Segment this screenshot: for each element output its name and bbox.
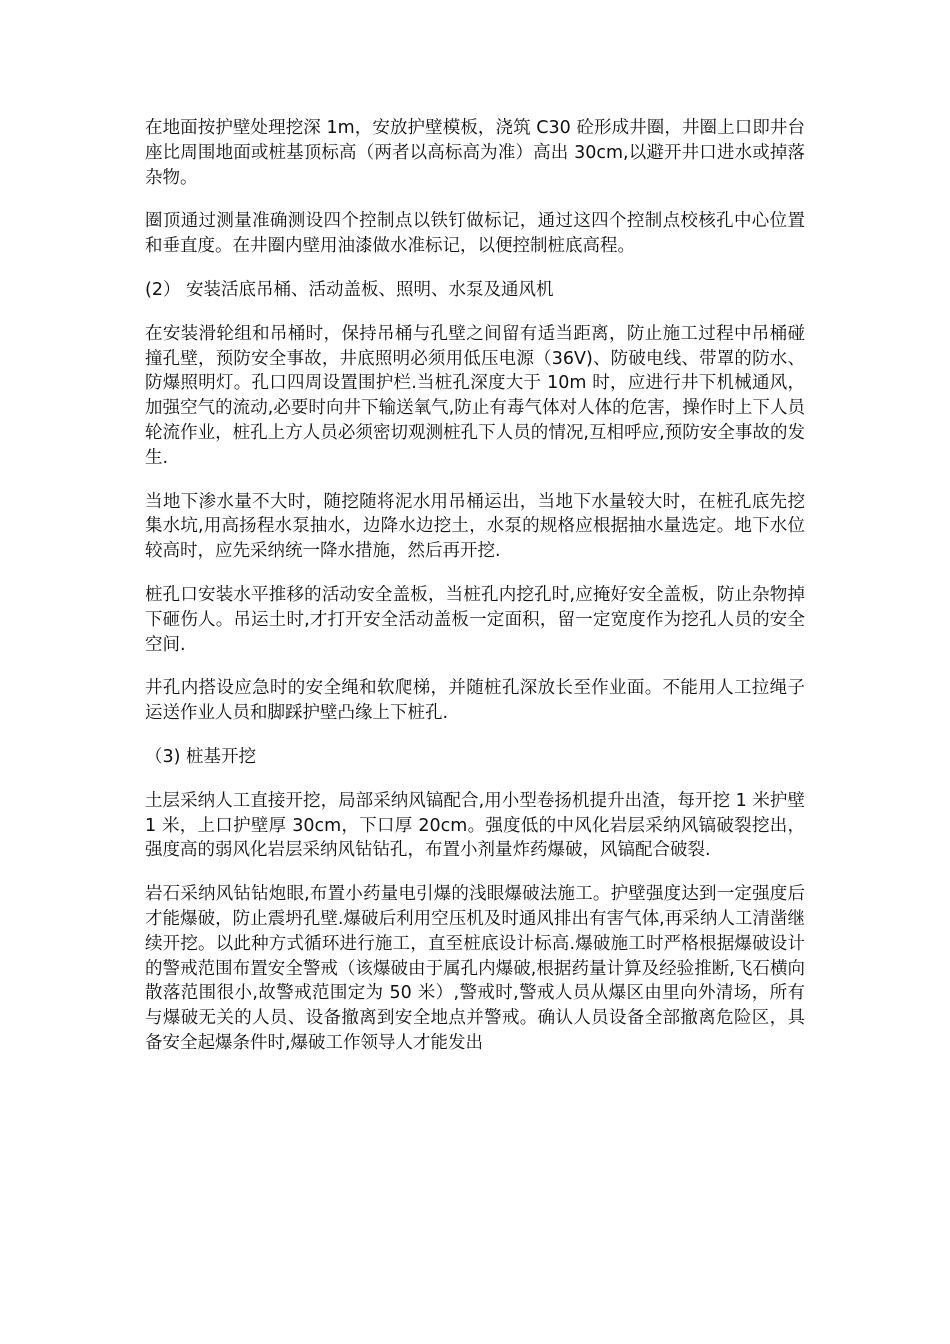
paragraph-safety-rope: 井孔内搭设应急时的安全绳和软爬梯，并随桩孔深放长至作业面。不能用人工拉绳子运送作业人员和脚踩护壁凸缘上下桩孔. xyxy=(145,678,805,724)
section-heading-3: （3) 桩基开挖 xyxy=(145,746,257,767)
paragraph-rock-blasting: 岩石采纳风钻钻炮眼,布置小药量电引爆的浅眼爆破法施工。护壁强度达到一定强度后才能爆破，防止震坍孔壁.爆破后利用空压机及时通风排出有害气体,再采纳人工清凿继续开挖。以此种方式循环进行施工，直至桩底设计标高.爆破施工时严格根据爆破设计的警戒范围布置安全警戒（该爆破由于属孔内爆破,根据药量计算及经验推断,飞石横向散落范围很小,故警戒范围定为 50 米）,警戒时,警戒人员从爆区由里向外清场，所有与爆破无关的人员、设备撤离到安全地点并警戒。确认人员设备全部撤离危险区，具备安全起爆条件时,爆破工作领导人才能发出 xyxy=(145,884,805,1053)
paragraph-safety-cover: 桩孔口安装水平推移的活动安全盖板，当桩孔内挖孔时,应掩好安全盖板，防止杂物掉下砸伤人。吊运土时,才打开安全活动盖板一定面积，留一定宽度作为挖孔人员的安全空间. xyxy=(145,584,805,655)
document-body xyxy=(145,116,805,1075)
paragraph-control-points: 圈顶通过测量准确测设四个控制点以铁钉做标记，通过这四个控制点校核孔中心位置和垂直度。在井圈内壁用油漆做水准标记，以便控制桩底高程。 xyxy=(145,211,805,257)
paragraph-well-ring: 在地面按护壁处理挖深 1m，安放护壁模板，浇筑 C30 砼形成井圈，井圈上口即井台座比周围地面或桩基顶标高（两者以高标高为准）高出 30cm,以避开井口进水或掉落杂物。 xyxy=(145,118,805,188)
paragraph-groundwater: 当地下渗水量不大时，随挖随将泥水用吊桶运出，当地下水量较大时，在桩孔底先挖集水坑,用高扬程水泵抽水，边降水边挖土，水泵的规格应根据抽水量选定。地下水位较高时，应先采纳统一降水措施，然后再开挖. xyxy=(145,491,805,562)
paragraph-soil-excavation: 土层采纳人工直接开挖，局部采纳风镐配合,用小型卷扬机提升出渣，每开挖 1 米护壁 1 米，上口护壁厚 30cm，下口厚 20cm。强度低的中风化岩层采纳风镐破裂挖出，强度高的弱风化岩层采纳风钻钻孔，布置小剂量炸药爆破，风镐配合破裂. xyxy=(145,790,805,861)
paragraph-pulley-installation: 在安装滑轮组和吊桶时，保持吊桶与孔壁之间留有适当距离，防止施工过程中吊桶碰撞孔壁，预防安全事故，井底照明必须用低压电源（36V)、防破电线、带罩的防水、防爆照明灯。孔口四周设置围护栏.当桩孔深度大于 10m 时，应进行井下机械通风，加强空气的流动,必要时向井下输送氧气,防止有毒气体对人体的危害，操作时上下人员轮流作业，桩孔上方人员必须密切观测桩孔下人员的情况,互相呼应,预防安全事故的发生. xyxy=(145,323,805,468)
section-heading-2: (2） 安装活底吊桶、活动盖板、照明、水泵及通风机 xyxy=(145,279,554,300)
